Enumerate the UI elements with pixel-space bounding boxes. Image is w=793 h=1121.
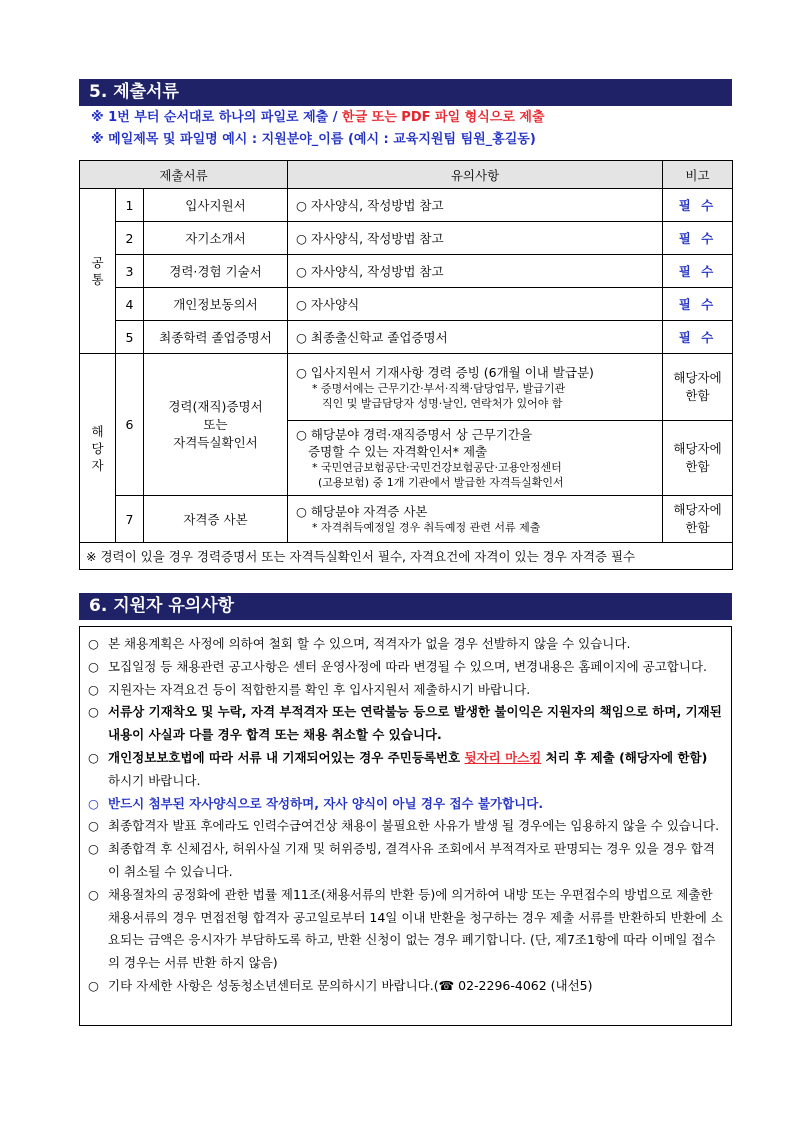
row-remark: 필 수 [663, 288, 733, 321]
documents-table [79, 160, 733, 570]
row-number: 3 [116, 255, 144, 288]
submission-note-2: ※ 메일제목 및 파일명 예시 : 지원분야_이름 (예시 : 교육지원팀 팀원_홍길동) [91, 132, 536, 147]
row-remark [663, 421, 733, 496]
list-item [88, 747, 723, 793]
table-row [80, 321, 733, 354]
row-number: 7 [116, 496, 144, 543]
masking-highlight: 뒷자리 마스킹 [464, 749, 542, 765]
bullet: ○ [88, 886, 99, 902]
row-note: ○ 자사양식, 작성방법 참고 [288, 189, 663, 222]
row-document: 최종학력 졸업증명서 [144, 321, 288, 354]
list-item [88, 656, 723, 679]
remark-line: 해당자에 [673, 441, 722, 456]
table-footnote-row [80, 543, 733, 570]
remark-line: 한함 [685, 388, 710, 403]
list-item [88, 815, 723, 838]
row-remark [663, 354, 733, 421]
row-note [288, 496, 663, 543]
note-sub: (고용보험) 중 1개 기관에서 발급한 자격득실확인서 [318, 476, 564, 489]
table-footnote: ※ 경력이 있을 경우 경력증명서 또는 자격득실확인서 필수, 자격요건에 자격이 있는 경우 자격증 필수 [80, 543, 733, 570]
submission-notes [79, 107, 732, 151]
bullet: ○ [88, 841, 99, 857]
note-main: ○ 입사지원서 기재사항 경력 증빙 (6개월 이내 발급분) [296, 364, 594, 380]
table-row [80, 354, 733, 421]
bullet: ○ [88, 658, 99, 674]
list-item [88, 679, 723, 702]
remark-line: 해당자에 [673, 502, 722, 517]
list-item [88, 793, 723, 816]
note-1-format: 한글 또는 PDF 파일 형식으로 제출 [342, 110, 545, 125]
list-item [88, 884, 723, 975]
remark-line: 해당자에 [673, 370, 722, 385]
row-note [288, 354, 663, 421]
row-remark: 필 수 [663, 321, 733, 354]
note-sub: * 자격취득예정일 경우 취득예정 관련 서류 제출 [312, 521, 541, 534]
row-remark: 필 수 [663, 255, 733, 288]
header-remark: 비고 [663, 161, 733, 189]
item-text: 최종합격자 발표 후에라도 인력수급여건상 채용이 불필요한 사유가 발생 될 경우에는 임용하지 않을 수 있습니다. [108, 818, 720, 834]
table-row [80, 189, 733, 222]
table-header [80, 161, 733, 189]
item-text-part: 처리 후 제출 (해당자에 한함) [541, 749, 708, 765]
table-row [80, 222, 733, 255]
bullet: ○ [88, 636, 99, 651]
doc-line: 또는 [203, 416, 228, 432]
row-note: ○ 최종출신학교 졸업증명서 [288, 321, 663, 354]
row-number: 6 [116, 354, 144, 496]
item-text: 채용절차의 공정화에 관한 법률 제11조(채용서류의 반환 등)에 의거하여 내방 또는 우편접수의 방법으로 제출한 채용서류의 경우 면접전형 합격자 공고일로부터 14일 이내 반환을 청구하는 경우 제출 서류를 반환하되 반환에 소요되는 금액은 응시자가 부담하도록 하고, 반환 신청이 없는 경우 폐기합니다. (단, 제7조1항에 따라 이메일 접수의 경우는 서류 반환 하지 않음) [108, 886, 723, 971]
row-remark: 필 수 [663, 189, 733, 222]
note-main: ○ 해당분야 자격증 사본 [296, 504, 428, 519]
item-text: 모집일정 등 채용관련 공고사항은 센터 운영사정에 따라 변경될 수 있으며, 변경내용은 홈페이지에 공고합니다. [108, 658, 708, 674]
header-docs: 제출서류 [80, 161, 288, 189]
row-note: ○ 자사양식, 작성방법 참고 [288, 222, 663, 255]
item-text: 반드시 첨부된 자사양식으로 작성하며, 자사 양식이 아닐 경우 접수 불가합니다. [108, 795, 544, 811]
row-document: 입사지원서 [144, 189, 288, 222]
row-note: ○ 자사양식 [288, 288, 663, 321]
row-document: 자기소개서 [144, 222, 288, 255]
group-common: 공 통 [80, 189, 116, 354]
table-row [80, 255, 733, 288]
item-text: 서류상 기재착오 및 누락, 자격 부적격자 또는 연락불능 등으로 발생한 불이익은 지원자의 책임으로 하며, 기재된 내용이 사실과 다를 경우 합격 또는 채용 취소할 수 있습니다. [108, 704, 722, 743]
note-sub: 직인 및 발급담당자 성명·날인, 연락처가 있어야 함 [322, 396, 563, 410]
item-text-part: 개인정보보호법에 따라 서류 내 기재되어있는 경우 주민등록번호 [108, 749, 465, 765]
item-text: 기타 자세한 사항은 성동청소년센터로 문의하시기 바랍니다.(☎ 02-2296-4062 (내선5) [108, 977, 593, 993]
row-document: 자격증 사본 [144, 496, 288, 543]
row-document: 경력·경험 기술서 [144, 255, 288, 288]
doc-line: 경력(재직)증명서 [168, 398, 263, 414]
remark-line: 한함 [685, 459, 710, 474]
submission-note-1 [79, 107, 732, 129]
bullet: ○ [88, 818, 99, 834]
bullet: ○ [88, 681, 99, 697]
row-remark: 필 수 [663, 222, 733, 255]
item-text: 최종합격 후 신체검사, 허위사실 기재 및 허위증빙, 결격사유 조회에서 부적격자로 판명되는 경우 있을 경우 합격이 취소될 수 있습니다. [108, 841, 715, 879]
list-item [88, 975, 723, 998]
bullet: ○ [88, 977, 99, 993]
list-item [88, 633, 723, 656]
bullet: ○ [88, 704, 99, 720]
bullet: ○ [88, 795, 99, 811]
table-row [80, 496, 733, 543]
row-number: 5 [116, 321, 144, 354]
item-text-part: 하시기 바랍니다. [108, 772, 201, 788]
header-notes: 유의사항 [288, 161, 663, 189]
table-row [80, 288, 733, 321]
row-remark [663, 496, 733, 543]
group-applicable: 해 당 자 [80, 354, 116, 543]
note-sub: * 국민연금보험공단·국민건강보험공단·고용안정센터 [312, 461, 562, 474]
row-note: ○ 자사양식, 작성방법 참고 [288, 255, 663, 288]
row-number: 2 [116, 222, 144, 255]
item-text: 본 채용계획은 사정에 의하여 철회 할 수 있으며, 적격자가 없을 경우 선발하지 않을 수 있습니다. [108, 636, 631, 651]
section5-title: 5. 제출서류 [79, 79, 732, 106]
note-1-prefix: ※ 1번 부터 순서대로 하나의 파일로 제출 / [91, 110, 343, 125]
row-note [288, 421, 663, 496]
note-sub: * 증명서에는 근무기간·부서·직책·담당업무, 발급기관 [312, 381, 566, 395]
note-main: 증명할 수 있는 자격확인서* 제출 [308, 444, 488, 459]
note-main: ○ 해당분야 경력·재직증명서 상 근무기간을 [296, 427, 533, 442]
list-item [88, 701, 723, 747]
remark-line: 한함 [685, 520, 710, 535]
doc-line: 자격득실확인서 [173, 434, 258, 450]
row-document [144, 354, 288, 496]
row-document: 개인정보동의서 [144, 288, 288, 321]
list-item [88, 838, 723, 884]
bullet: ○ [88, 749, 99, 765]
item-text: 지원자는 자격요건 등이 적합한지를 확인 후 입사지원서 제출하시기 바랍니다. [108, 681, 531, 697]
section6-title: 6. 지원자 유의사항 [79, 593, 732, 620]
row-number: 4 [116, 288, 144, 321]
item-text [108, 747, 723, 793]
row-number: 1 [116, 189, 144, 222]
applicant-notice-box [79, 626, 732, 1026]
